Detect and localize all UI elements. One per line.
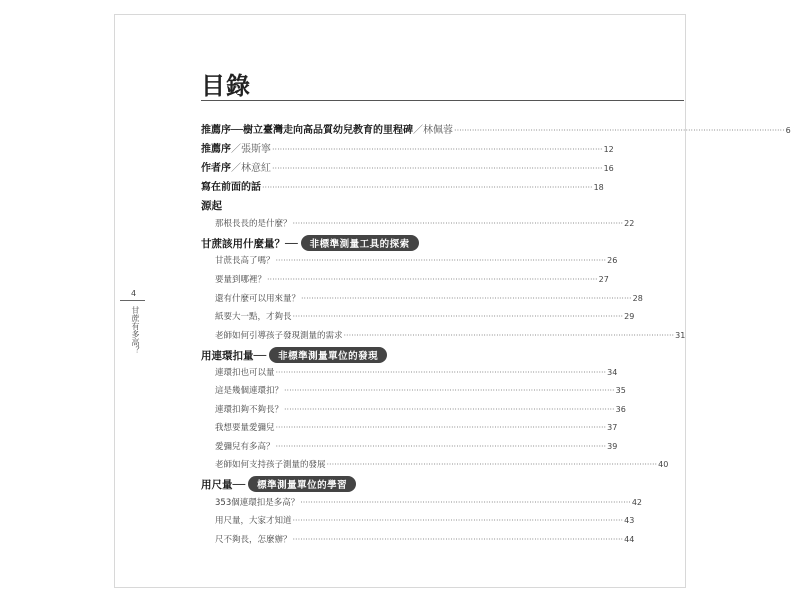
dot-leader: ·································································································································· (272, 164, 603, 173)
toc-subentry[interactable] (215, 329, 686, 341)
toc-subentry[interactable] (215, 421, 618, 433)
dot-leader: ·································································································································· (267, 275, 598, 284)
toc-entry-page: 37 (607, 423, 618, 432)
toc-entry-title: 連環扣夠不夠長？ (215, 405, 284, 415)
section-heading-origin (201, 198, 222, 213)
toc-entry-page: 34 (607, 368, 618, 377)
section-heading-text: 用連環扣量── (201, 349, 267, 362)
toc-entry-title: 老師如何支持孩子測量的發展 (215, 460, 326, 470)
toc-entry-title: 353個連環扣是多高？ (215, 498, 300, 508)
toc-entry-title: 推薦序 (201, 144, 231, 155)
toc-entry-title: 用尺量，大家才知道 (215, 516, 292, 526)
toc-entry-title: 紙要大一點，才夠長 (215, 312, 292, 322)
section-badge: 非標準測量工具的探索 (301, 235, 419, 251)
dot-leader: ·································································································································· (275, 368, 607, 377)
section-heading-1 (201, 235, 419, 251)
section-heading-2 (201, 347, 387, 363)
toc-entry-page: 28 (632, 294, 643, 303)
toc-subentry[interactable] (215, 366, 618, 378)
section-heading-3 (201, 476, 356, 492)
section-badge: 標準測量單位的學習 (248, 476, 356, 492)
toc-entry-title: 這是幾個連環扣？ (215, 386, 284, 396)
dot-leader: ·································································································································· (292, 516, 624, 525)
toc-subentry[interactable] (215, 273, 609, 285)
dot-leader: ·································································································································· (275, 256, 607, 265)
toc-entry[interactable] (201, 178, 604, 193)
dot-leader: ·································································································································· (284, 386, 615, 395)
toc-entry-page: 12 (603, 145, 614, 154)
toc-entry-page: 44 (624, 535, 635, 544)
toc-entry-title: 推薦序──樹立臺灣走向高品質幼兒教育的里程碑 (201, 125, 414, 136)
toc-entry-title: 愛彌兒有多高？ (215, 442, 275, 452)
section-heading-text: 用尺量── (201, 478, 246, 491)
toc-entry-page: 29 (624, 312, 635, 321)
toc-subentry[interactable] (215, 403, 626, 415)
toc-subentry[interactable] (215, 458, 669, 470)
toc-entry-author: ／張斯寧 (231, 144, 271, 155)
toc-subentry[interactable] (215, 310, 635, 322)
section-heading-text: 甘蔗該用什麼量？── (201, 237, 298, 250)
toc-subentry[interactable] (215, 254, 618, 266)
section-badge: 非標準測量單位的發現 (269, 347, 387, 363)
dot-leader: ·································································································································· (343, 331, 675, 340)
toc-entry-page: 40 (658, 460, 669, 469)
title-rule (201, 100, 684, 101)
side-book-title: 甘蔗有多高？ (131, 306, 140, 354)
side-rule (120, 300, 145, 301)
toc-entry-title: 尺不夠長，怎麼辦？ (215, 535, 292, 545)
toc-subentry[interactable] (215, 292, 643, 304)
toc-subentry[interactable] (215, 384, 626, 396)
dot-leader: ·································································································································· (284, 405, 615, 414)
toc-entry-page: 27 (598, 275, 609, 284)
toc-entry-page: 42 (631, 498, 643, 507)
dot-leader: ·································································································································· (275, 442, 607, 451)
toc-entry-title: 甘蔗長高了嗎？ (215, 256, 275, 266)
dot-leader: ·································································································································· (275, 423, 607, 432)
toc-entry-page: 26 (607, 256, 618, 265)
toc-subentry[interactable] (215, 496, 643, 508)
toc-entry-title: 我想要量愛彌兒 (215, 423, 275, 433)
toc-entry-page: 18 (593, 183, 604, 192)
toc-entry-title: 連環扣也可以量 (215, 368, 275, 378)
dot-leader: ·································································································································· (326, 460, 658, 469)
toc-entry-title: 寫在前面的話 (201, 182, 261, 193)
toc-entry-page: 6 (785, 126, 791, 135)
toc-entry-title: 老師如何引導孩子發現測量的需求 (215, 331, 343, 341)
toc-subentry[interactable] (215, 440, 618, 452)
toc-subentry[interactable] (215, 533, 635, 545)
toc-subentry[interactable] (215, 217, 635, 229)
toc-entry-page: 35 (615, 386, 626, 395)
toc-entry-author: ／林佩蓉 (413, 125, 454, 136)
page-title: 目錄 (201, 72, 251, 100)
toc-entry[interactable] (201, 159, 614, 174)
toc-entry-title: 那根長長的是什麼？ (215, 219, 292, 229)
toc-entry-page: 22 (624, 219, 635, 228)
toc-entry-page: 43 (624, 516, 635, 525)
dot-leader: ·································································································································· (292, 312, 624, 321)
toc-entry-title: 作者序 (201, 163, 231, 174)
toc-entry-title: 還有什麼可以用來量？ (215, 294, 301, 304)
dot-leader: ·································································································································· (300, 498, 631, 507)
dot-leader: ·································································································································· (292, 535, 624, 544)
dot-leader: ·································································································································· (272, 145, 603, 154)
toc-entry-page: 39 (607, 442, 618, 451)
dot-leader: ·································································································································· (454, 126, 785, 135)
toc-entry[interactable] (201, 121, 791, 136)
toc-entry-page: 31 (675, 331, 686, 340)
section-heading-text: 源起 (201, 200, 222, 212)
dot-leader: ·································································································································· (262, 183, 593, 192)
toc-entry[interactable] (201, 140, 614, 155)
toc-entry-author: ／林意紅 (231, 163, 271, 174)
toc-entry-page: 16 (603, 164, 614, 173)
side-page-number: 4 (131, 289, 137, 298)
toc-entry-title: 要量到哪裡？ (215, 275, 267, 285)
dot-leader: ·································································································································· (292, 219, 624, 228)
dot-leader: ·································································································································· (301, 294, 632, 303)
toc-entry-page: 36 (615, 405, 626, 414)
toc-subentry[interactable] (215, 514, 635, 526)
